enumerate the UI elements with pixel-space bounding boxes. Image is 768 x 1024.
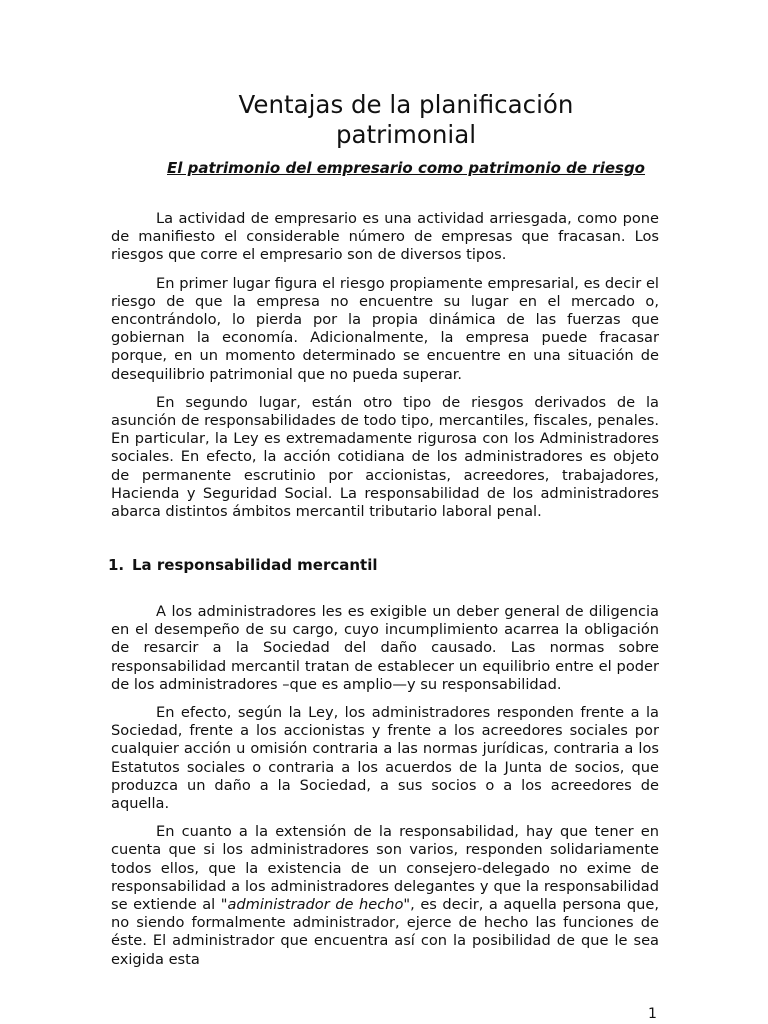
- intro-paragraph: En primer lugar figura el riesgo propiamente empresarial, es decir el riesgo de que la empresa no encuentre su lugar en el mercado o, encontrándolo, lo pierda por la propia dinámica de las fuerzas que gobiernan la economía. Adicionalmente, la empresa puede fracasar porque, en un momento determinado se encuentre en una situación de desequilibrio patrimonial que no pueda superar.: [111, 274, 659, 383]
- section-number: 1.: [108, 556, 125, 574]
- intro-section: [111, 210, 659, 531]
- section-body: [111, 603, 659, 979]
- document-title: [0, 90, 768, 150]
- title-line-2: patrimonial: [335, 120, 477, 149]
- page-number: 1: [648, 1006, 657, 1022]
- intro-paragraph: La actividad de empresario es una actividad arriesgada, como pone de manifiesto el considerable número de empresas que fracasan. Los riesgos que corre el empresario son de diversos tipos.: [111, 210, 659, 264]
- section-heading: [108, 556, 378, 574]
- section-title: La responsabilidad mercantil: [132, 556, 378, 574]
- title-line-1: Ventajas de la planificación: [238, 90, 574, 119]
- section-paragraph: A los administradores les es exigible un deber general de diligencia en el desempeño de su cargo, cuyo incumplimiento acarrea la obligación de resarcir a la Sociedad del daño causado. Las normas sobre responsabilidad mercantil tratan de establecer un equilibrio entre el poder de los administradores –que es amplio—y su responsabilidad.: [111, 603, 659, 693]
- document-subtitle: El patrimonio del empresario como patrimonio de riesgo: [167, 159, 645, 177]
- section-paragraph: En efecto, según la Ley, los administradores responden frente a la Sociedad, frente a los accionistas y frente a los acreedores sociales por cualquier acción u omisión contraria a las normas jurídicas, contraria a los Estatutos sociales o contraria a los acuerdos de la Junta de socios, que produzca un daño a la Sociedad, a sus socios o a los acreedores de aquella.: [111, 704, 659, 813]
- paragraph-text: , es decir, a aquella persona que, no siendo formalmente administrador, ejerce de hecho las funciones de éste. El administrador que encuentra así con la posibilidad de que le sea exigida esta: [111, 896, 659, 968]
- paragraph-text: En cuanto a la extensión de la responsabilidad, hay que tener en cuenta que si los administradores son varios, responden solidariamente todos ellos, que la existencia de un consejero-delegado no exime de responsabilidad a los administradores delegantes y que la responsabilidad se extiende al: [111, 823, 659, 914]
- paragraph-italic-term: "administrador de hecho": [220, 896, 411, 914]
- section-paragraph: [111, 823, 659, 969]
- intro-paragraph: En segundo lugar, están otro tipo de riesgos derivados de la asunción de responsabilidades de todo tipo, mercantiles, fiscales, penales. En particular, la Ley es extremadamente rigurosa con los Administradores sociales. En efecto, la acción cotidiana de los administradores es objeto de permanente escrutinio por accionistas, acreedores, trabajadores, Hacienda y Seguridad Social. La responsabilidad de los administradores abarca distintos ámbitos mercantil tributario laboral penal.: [111, 393, 659, 521]
